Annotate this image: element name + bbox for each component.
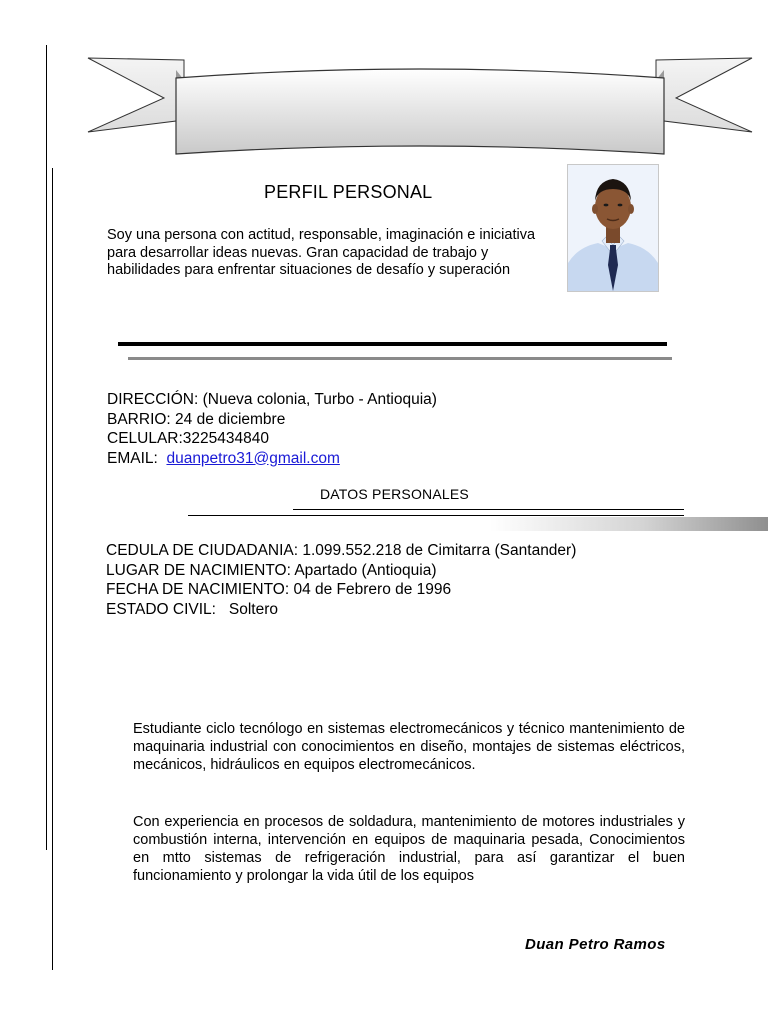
contact-block bbox=[107, 390, 437, 468]
personal-id: CEDULA DE CIUDADANIA: 1.099.552.218 de Cimitarra (Santander) bbox=[106, 542, 577, 559]
personal-birthplace: LUGAR DE NACIMIENTO: Apartado (Antioquia) bbox=[106, 561, 437, 579]
contact-phone: CELULAR:3225434840 bbox=[107, 430, 270, 447]
experience-paragraph-1: Estudiante ciclo tecnólogo en sistemas electromecánicos y técnico mantenimiento de maquinaria industrial con conocimientos en diseño, montajes de sistemas eléctricos, mecánicos, hidráulicos en equipos electromecánicos. bbox=[133, 721, 685, 773]
page-margin-line-top bbox=[46, 45, 47, 850]
divider-black bbox=[118, 342, 667, 346]
personal-data-gradient-bar bbox=[490, 517, 768, 531]
ribbon-main-band bbox=[176, 69, 664, 154]
personal-data-block bbox=[106, 541, 576, 619]
contact-email-link[interactable]: duanpetro31@gmail.com bbox=[166, 449, 340, 467]
contact-email-label: EMAIL: bbox=[107, 449, 158, 467]
profile-summary: Soy una persona con actitud, responsable, imaginación e iniciativa para desarrollar ideas nuevas. Gran capacidad de trabajo y habilidades para enfrentar situaciones de desafío y superación bbox=[107, 227, 536, 278]
personal-data-underline-2 bbox=[188, 515, 684, 516]
personal-data-underline-1 bbox=[293, 509, 684, 510]
profile-photo bbox=[567, 164, 659, 292]
contact-address: DIRECCIÓN: (Nueva colonia, Turbo - Antioquia) bbox=[107, 391, 437, 408]
ribbon-right-tail bbox=[656, 58, 752, 132]
profile-title: PERFIL PERSONAL bbox=[264, 182, 433, 202]
experience-paragraph-2: Con experiencia en procesos de soldadura, mantenimiento de motores industriales y combustión interna, intervención en equipos de maquinaria pesada, Conocimientos en mtto sistemas de refrigeración industrial, para así garantizar el buen funcionamiento y prolongar la vida útil de los equipos bbox=[133, 814, 685, 884]
personal-data-title: DATOS PERSONALES bbox=[320, 486, 469, 502]
ribbon-left-tail bbox=[88, 58, 184, 132]
page-margin-line-bottom bbox=[52, 168, 53, 970]
signature-name: Duan Petro Ramos bbox=[525, 936, 666, 953]
personal-birthdate: FECHA DE NACIMIENTO: 04 de Febrero de 1996 bbox=[106, 581, 452, 598]
divider-gray bbox=[128, 357, 672, 360]
ribbon-banner bbox=[84, 50, 756, 162]
personal-civil-status: ESTADO CIVIL: Soltero bbox=[106, 600, 278, 618]
contact-neighborhood: BARRIO: 24 de diciembre bbox=[107, 410, 286, 428]
contact-email-row bbox=[107, 449, 437, 469]
